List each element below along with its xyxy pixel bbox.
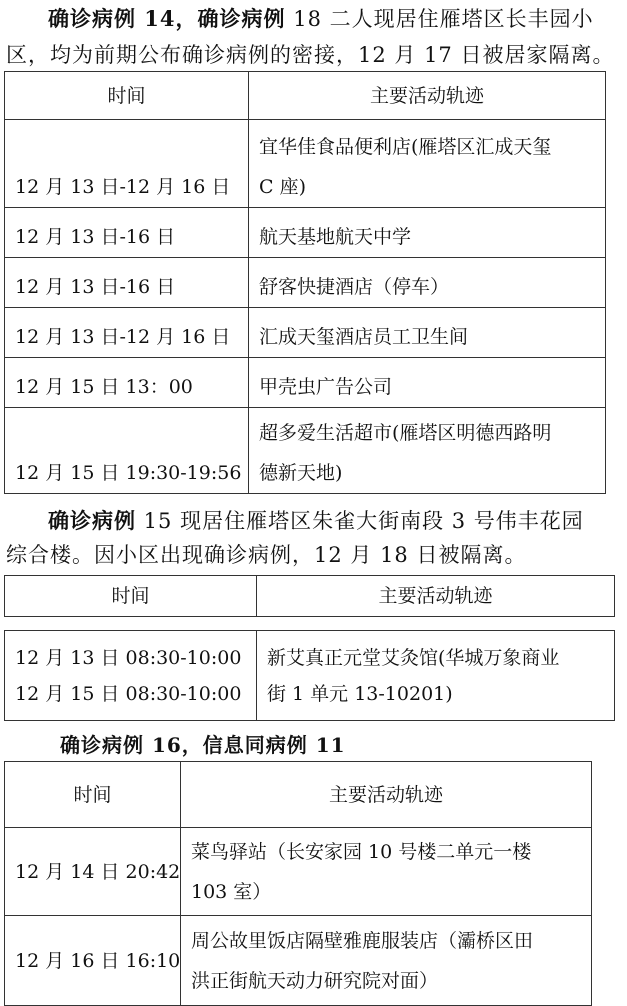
track-line: 超多爱生活超市(雁塔区明德西路明 [259,422,552,444]
table-row [5,916,592,1006]
time-cell: 12 月 14 日 20:42 [5,828,181,916]
header-time: 时间 [5,762,181,828]
track-line: 街 1 单元 13-10201) [267,682,453,705]
header-track: 主要活动轨迹 [249,72,606,120]
table-row [5,208,606,258]
case15-intro-line1 [48,510,584,532]
track-line: 菜鸟驿站（长安家园 10 号楼二单元一楼 [191,840,532,863]
track-line: 周公故里饭店隔壁雅鹿服装店（灞桥区田 [191,929,534,952]
table-row [5,120,606,208]
case16-table [4,761,592,1006]
case15-intro-rest: 15 现居住雁塔区朱雀大街南段 3 号伟丰花园 [136,509,584,533]
track-line: 德新天地) [259,462,343,484]
time-line: 12 月 13 日 08:30-10:00 [15,646,242,669]
header-track: 主要活动轨迹 [257,576,615,617]
table-row [5,308,606,358]
table-row [5,631,615,721]
case14-table [4,71,606,494]
table-header-row [5,762,592,828]
time-cell: 12 月 15 日 19:30-19:56 [5,408,249,494]
case15-body-table [4,630,615,721]
track-line: C 座) [259,176,306,198]
table-row [5,358,606,408]
case14-num-1: 14， [136,6,198,31]
time-cell: 12 月 13 日-16 日 [5,258,249,308]
track-line: 洪正街航天动力研究院对面） [191,969,439,992]
time-cell: 12 月 13 日-12 月 16 日 [5,120,249,208]
track-cell [257,631,615,721]
header-time: 时间 [5,72,249,120]
time-cell [5,631,257,721]
time-line: 12 月 15 日 08:30-10:00 [15,682,242,705]
table-header-row [5,576,615,617]
table-row [5,408,606,494]
case14-label-2: 确诊病例 [197,6,286,31]
track-cell [181,828,592,916]
case14-intro-rest: 18 二人现居住雁塔区长丰园小 [285,7,594,31]
track-cell: 汇成天玺酒店员工卫生间 [249,308,606,358]
header-track: 主要活动轨迹 [181,762,592,828]
case16-intro: 确诊病例 16，信息同病例 11 [60,733,346,757]
track-cell: 甲壳虫广告公司 [249,358,606,408]
table-row [5,258,606,308]
time-cell: 12 月 15 日 13：00 [5,358,249,408]
case14-intro-line2: 区，均为前期公布确诊病例的密接，12 月 17 日被居家隔离。 [6,43,615,67]
track-line: 宜华佳食品便利店(雁塔区汇成天玺 [259,136,552,158]
track-cell [181,916,592,1006]
case14-label-1: 确诊病例 [48,6,136,31]
track-cell: 航天基地航天中学 [249,208,606,258]
time-cell: 12 月 13 日-16 日 [5,208,249,258]
case14-intro-line1 [48,8,594,30]
table-row [5,828,592,916]
track-cell [249,408,606,494]
track-cell [249,120,606,208]
case15-label: 确诊病例 [48,508,136,533]
case15-header-table [4,575,615,617]
track-line: 新艾真正元堂艾灸馆(华城万象商业 [267,646,560,669]
time-cell: 12 月 13 日-12 月 16 日 [5,308,249,358]
header-time: 时间 [5,576,257,617]
time-cell: 12 月 16 日 16:10 [5,916,181,1006]
table-header-row [5,72,606,120]
track-line: 103 室） [191,880,272,903]
track-cell: 舒客快捷酒店（停车） [249,258,606,308]
case15-intro-line2: 综合楼。因小区出现确诊病例，12 月 18 日被隔离。 [6,543,527,567]
